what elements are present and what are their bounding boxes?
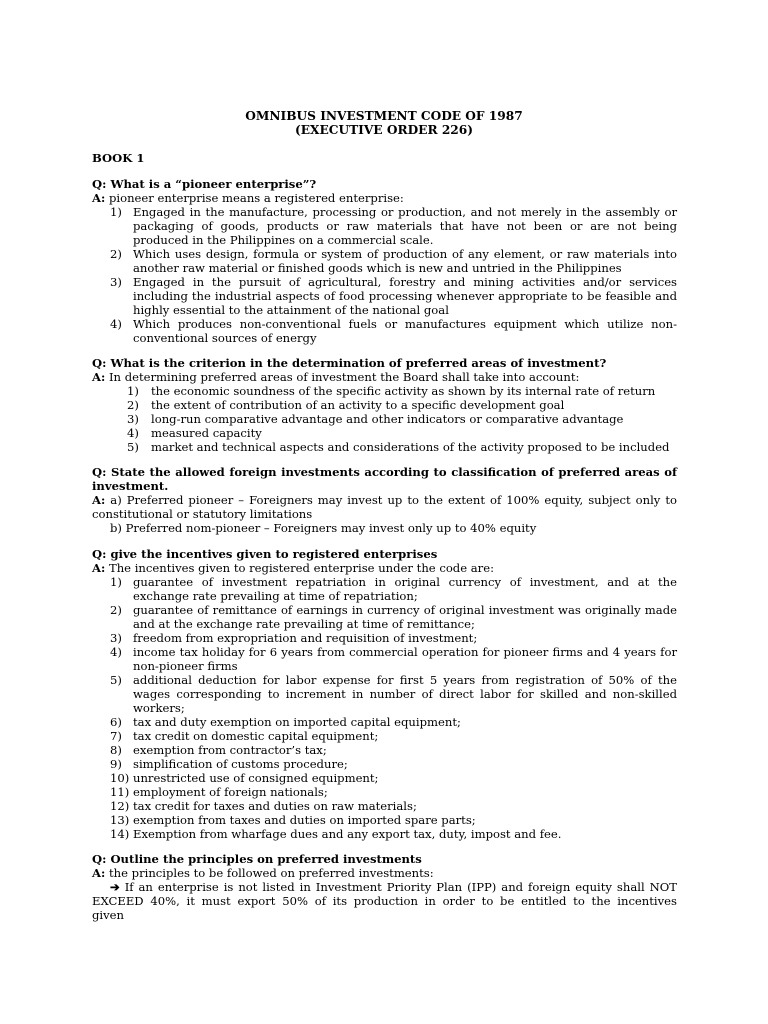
list-item: measured capacity	[151, 426, 262, 440]
list-item-number: 4)	[110, 317, 122, 331]
list-item: another raw material or finished goods which is new and untried in the Philippines	[133, 261, 622, 275]
list-item: conventional sources of energy	[133, 331, 317, 345]
list-item-number: 1)	[110, 205, 122, 219]
q3-question: Q: State the allowed foreign investments according to classification of preferred areas of	[92, 465, 677, 479]
list-item-number: 7)	[110, 729, 122, 743]
list-item: including the industrial aspects of food processing whenever appropriate to be feasible and	[133, 289, 677, 303]
list-item: guarantee of investment repatriation in original currency of investment, and at the	[133, 575, 677, 589]
list-item: freedom from expropriation and requisition of investment;	[133, 631, 478, 645]
list-item: the economic soundness of the specific activity as shown by its internal rate of return	[151, 384, 656, 398]
list-item: wages corresponding to increment in number of direct labor for skilled and non-skilled	[133, 687, 677, 701]
list-item-number: 2)	[110, 603, 122, 617]
q3-answer: A: a) Preferred pioneer – Foreigners may invest up to the extent of 100% equity, subject only to	[92, 493, 677, 507]
list-item: long-run comparative advantage and other indicators or comparative advantage	[151, 412, 624, 426]
list-item-number: 11)	[110, 785, 130, 799]
list-item-number: 9)	[110, 757, 122, 771]
q5-answer: A: the principles to be followed on preferred investments:	[92, 866, 434, 880]
list-item: employment of foreign nationals;	[133, 785, 328, 799]
list-item-number: 8)	[110, 743, 122, 757]
list-item-number: 5)	[110, 673, 122, 687]
list-item-number: 5)	[127, 440, 139, 454]
q5-principle: ➔ If an enterprise is not listed in Investment Priority Plan (IPP) and foreign equity shall NOT	[110, 880, 677, 894]
list-item-number: 1)	[110, 575, 122, 589]
list-item: Which uses design, formula or system of production of any element, or raw materials into	[133, 247, 677, 261]
list-item-number: 2)	[127, 398, 139, 412]
list-item: workers;	[133, 701, 185, 715]
q5-question: Q: Outline the principles on preferred investments	[92, 852, 422, 866]
list-item-number: 12)	[110, 799, 130, 813]
document-title: OMNIBUS INVESTMENT CODE OF 1987	[245, 109, 523, 123]
list-item: highly essential to the attainment of the national goal	[133, 303, 449, 317]
list-item: Engaged in the pursuit of agricultural, forestry and mining activities and/or services	[133, 275, 677, 289]
q2-question: Q: What is the criterion in the determination of preferred areas of investment?	[92, 356, 607, 370]
list-item-number: 6)	[110, 715, 122, 729]
list-item: tax and duty exemption on imported capital equipment;	[133, 715, 461, 729]
list-item: guarantee of remittance of earnings in currency of original investment was originally made	[133, 603, 677, 617]
q2-answer: A: In determining preferred areas of investment the Board shall take into account:	[92, 370, 580, 384]
list-item-number: 4)	[127, 426, 139, 440]
list-item: Which produces non-conventional fuels or manufactures equipment which utilize non-	[133, 317, 677, 331]
list-item: market and technical aspects and considerations of the activity proposed to be included	[151, 440, 670, 454]
list-item: tax credit on domestic capital equipment;	[133, 729, 379, 743]
arrow-right-icon: ➔	[110, 880, 120, 894]
list-item: packaging of goods, products or raw materials that have not been or are not being	[133, 219, 677, 233]
list-item: unrestricted use of consigned equipment;	[133, 771, 379, 785]
list-item-number: 3)	[110, 275, 122, 289]
list-item-number: 3)	[127, 412, 139, 426]
list-item: additional deduction for labor expense for first 5 years from registration of 50% of the	[133, 673, 677, 687]
list-item: exemption from contractor’s tax;	[133, 743, 327, 757]
list-item: non-pioneer firms	[133, 659, 238, 673]
list-item: income tax holiday for 6 years from commercial operation for pioneer firms and 4 years for	[133, 645, 677, 659]
q5-principle-cont: EXCEED 40%, it must export 50% of its production in order to be entitled to the incentives	[92, 894, 677, 908]
list-item: tax credit for taxes and duties on raw materials;	[133, 799, 417, 813]
list-item: and at the exchange rate prevailing at time of remittance;	[133, 617, 475, 631]
list-item: exchange rate prevailing at time of repatriation;	[133, 589, 418, 603]
list-item-number: 3)	[110, 631, 122, 645]
q4-question: Q: give the incentives given to registered enterprises	[92, 547, 438, 561]
q4-answer: A: The incentives given to registered enterprise under the code are:	[92, 561, 494, 575]
list-item-number: 2)	[110, 247, 122, 261]
list-item: Engaged in the manufacture, processing or production, and not merely in the assembly or	[133, 205, 677, 219]
list-item-number: 13)	[110, 813, 130, 827]
list-item-number: 1)	[127, 384, 139, 398]
list-item: exemption from taxes and duties on imported spare parts;	[133, 813, 476, 827]
q3-question-cont: investment.	[92, 479, 169, 493]
q1-answer: A: pioneer enterprise means a registered enterprise:	[92, 191, 404, 205]
q3-answer-cont: constitutional or statutory limitations	[92, 507, 313, 521]
q5-principle-end: given	[92, 908, 125, 922]
document-subtitle: (EXECUTIVE ORDER 226)	[294, 123, 474, 137]
list-item: simplification of customs procedure;	[133, 757, 348, 771]
list-item: the extent of contribution of an activity to a specific development goal	[151, 398, 565, 412]
q3-answer-b: b) Preferred nom-pioneer – Foreigners may invest only up to 40% equity	[110, 521, 537, 535]
list-item-number: 10)	[110, 771, 130, 785]
list-item: Exemption from wharfage dues and any export tax, duty, impost and fee.	[133, 827, 562, 841]
list-item-number: 14)	[110, 827, 130, 841]
list-item-number: 4)	[110, 645, 122, 659]
list-item: produced in the Philippines on a commercial scale.	[133, 233, 434, 247]
q1-question: Q: What is a “pioneer enterprise”?	[92, 177, 317, 191]
book-heading: BOOK 1	[92, 151, 145, 165]
